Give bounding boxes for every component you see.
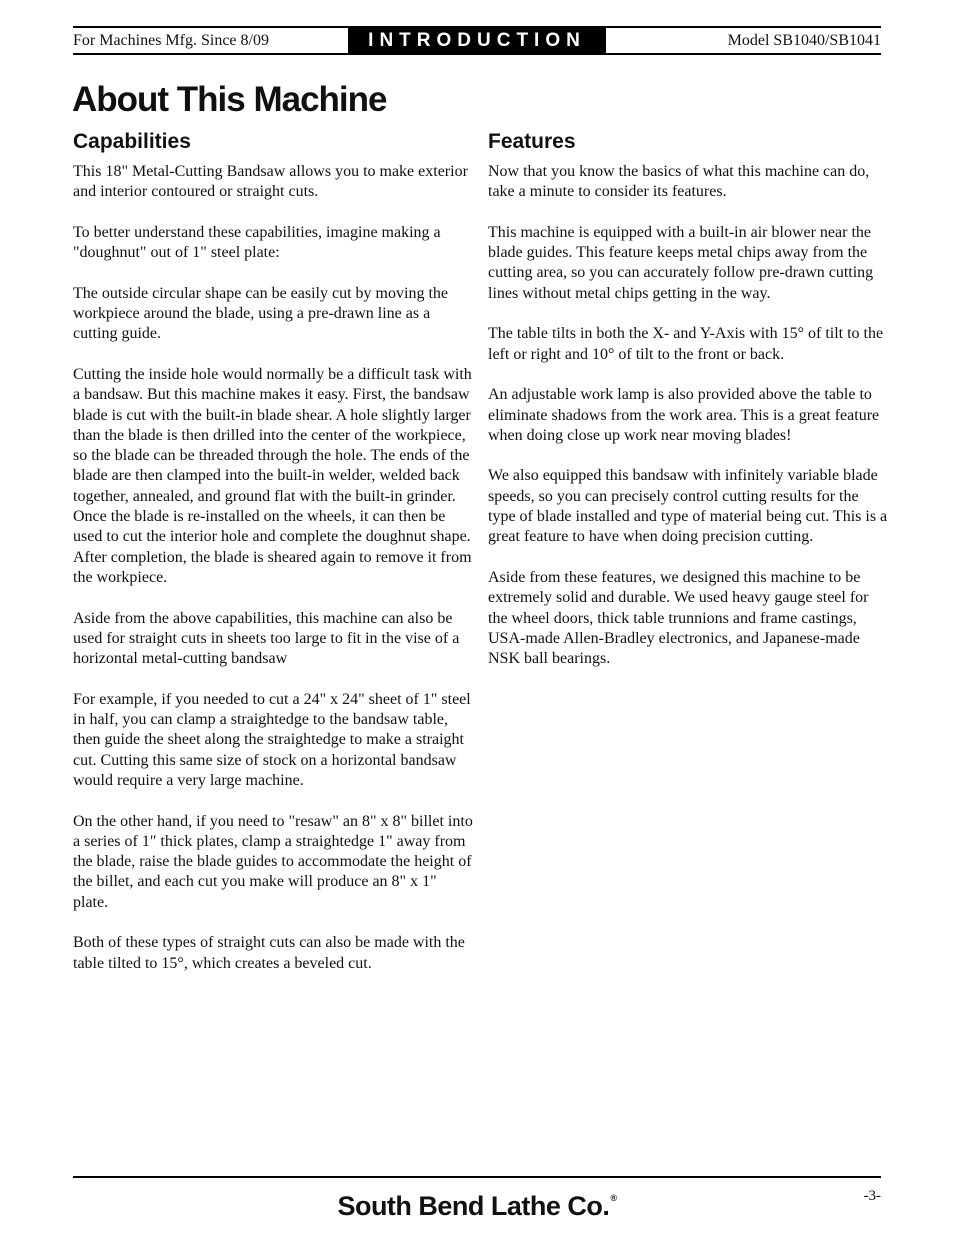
features-paragraph: We also equipped this bandsaw with infinitely variable blade speeds, so you can precisely control cutting results for the type of blade installed and type of material being cut. This is a great feature to have when doing precision cutting. xyxy=(488,467,888,546)
capabilities-paragraph: For example, if you needed to cut a 24" x 24" sheet of 1" steel in half, you can clamp a straightedge to the bandsaw table, then guide the sheet along the straightedge to make a straight cut. Cutting this same size of stock on a horizontal bandsaw would require a very large machine. xyxy=(73,690,471,789)
header-model-number: Model SB1040/SB1041 xyxy=(727,32,881,49)
features-paragraph: The table tilts in both the X- and Y-Axis with 15° of tilt to the left or right and 10° of tilt to the front or back. xyxy=(488,325,884,363)
features-column xyxy=(488,128,888,690)
capabilities-paragraph: On the other hand, if you need to "resaw" an 8" x 8" billet into a series of 1" thick plates, clamp a straightedge 1" away from the blade, raise the blade guides to accommodate the height of the billet, and each cut you make will produce an 8" x 1" plate. xyxy=(73,812,473,911)
capabilities-paragraph: Both of these types of straight cuts can also be made with the table tilted to 15°, which creates a beveled cut. xyxy=(73,934,465,972)
capabilities-heading: Capabilities xyxy=(73,130,191,153)
capabilities-paragraph: The outside circular shape can be easily cut by moving the workpiece around the blade, using a pre-drawn line as a cutting guide. xyxy=(73,284,448,343)
header-bottom-rule xyxy=(73,53,881,55)
features-paragraph: Now that you know the basics of what this machine can do, take a minute to consider its features. xyxy=(488,163,870,201)
page-number: -3- xyxy=(863,1188,881,1204)
capabilities-paragraph: This 18" Metal-Cutting Bandsaw allows you to make exterior and interior contoured or straight cuts. xyxy=(73,163,468,201)
header-section-label: INTRODUCTION xyxy=(348,28,606,54)
brand-name: South Bend Lathe Co. xyxy=(337,1191,610,1221)
features-paragraph: Aside from these features, we designed this machine to be extremely solid and durable. We used heavy gauge steel for the wheel doors, thick table trunnions and frame castings, USA-made Allen-Bradley electronics, and Japanese-made NSK ball bearings. xyxy=(488,568,869,668)
registered-mark: ® xyxy=(610,1193,617,1203)
features-paragraph: This machine is equipped with a built-in air blower near the blade guides. This feature keeps metal chips away from the cutting area, so you can accurately follow pre-drawn cutting lines without metal chips getting in the way. xyxy=(488,223,874,302)
page-title: About This Machine xyxy=(72,80,387,119)
capabilities-paragraph: Aside from the above capabilities, this machine can also be used for straight cuts in sheets too large to fit in the vise of a horizontal metal-cutting bandsaw xyxy=(73,609,460,668)
header-machines-date: For Machines Mfg. Since 8/09 xyxy=(73,32,269,49)
features-heading: Features xyxy=(488,130,576,153)
capabilities-paragraph: Cutting the inside hole would normally be a difficult task with a bandsaw. But this machine makes it easy. First, the bandsaw blade is cut with the built-in blade shear. A hole slightly larger than the blade is then drilled into the center of the workpiece, so the blade can be threaded through the hole. The ends of the blade are then clamped into the built-in welder, welded back together, annealed, and ground flat with the built-in grinder. Once the blade is re-installed on the wheels, it can then be used to cut the interior hole and complete the doughnut shape. After completion, the blade is sheared again to remove it from the workpiece. xyxy=(73,365,472,586)
capabilities-column xyxy=(73,128,473,994)
footer-brand-logo xyxy=(0,1178,954,1226)
capabilities-paragraph: To better understand these capabilities, imagine making a "doughnut" out of 1" steel plate: xyxy=(73,223,441,262)
features-paragraph: An adjustable work lamp is also provided above the table to eliminate shadows from the work area. This is a great feature when doing close up work near moving blades! xyxy=(488,386,880,444)
